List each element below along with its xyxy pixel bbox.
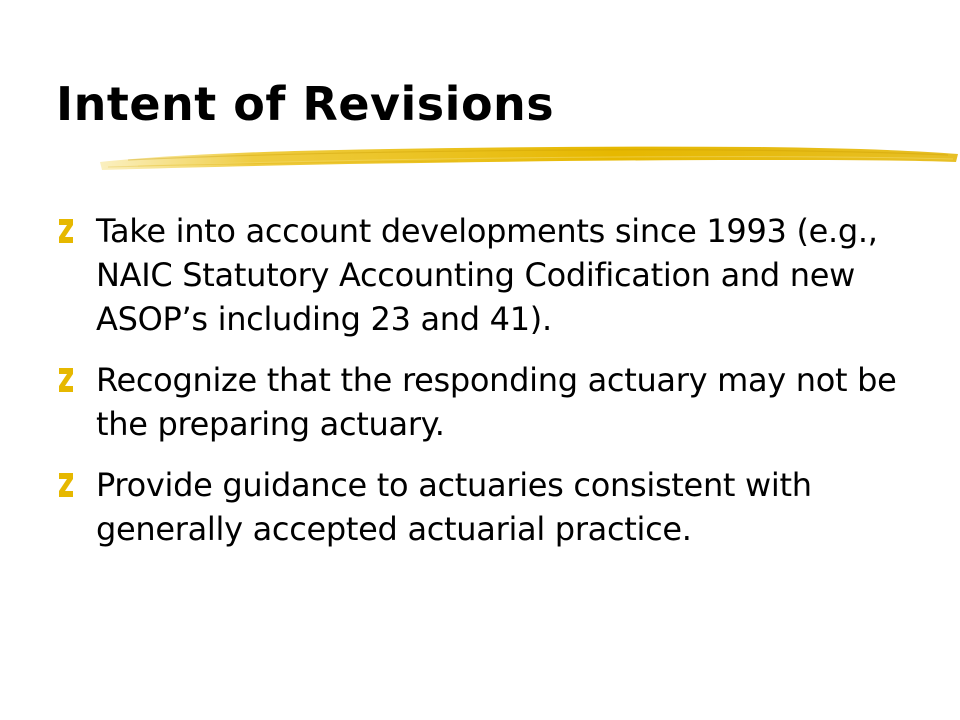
bullet-item (58, 209, 938, 341)
z-shaped-bullet-icon (58, 472, 74, 498)
bullet-item (58, 358, 938, 446)
z-shaped-bullet-icon (58, 367, 74, 393)
bullet-item (58, 463, 938, 551)
bullet-list (58, 209, 938, 568)
bullet-text: Take into account developments since 1993 (e.g., NAIC Statutory Accounting Codification and new ASOP’s including 23 and 41). (96, 212, 878, 338)
bullet-text: Recognize that the responding actuary may not be the preparing actuary. (96, 361, 897, 443)
bullet-text: Provide guidance to actuaries consistent with generally accepted actuarial practice. (96, 466, 812, 548)
title-underline-brushstroke (98, 136, 960, 176)
z-shaped-bullet-icon (58, 218, 74, 244)
slide-title: Intent of Revisions (56, 77, 555, 131)
